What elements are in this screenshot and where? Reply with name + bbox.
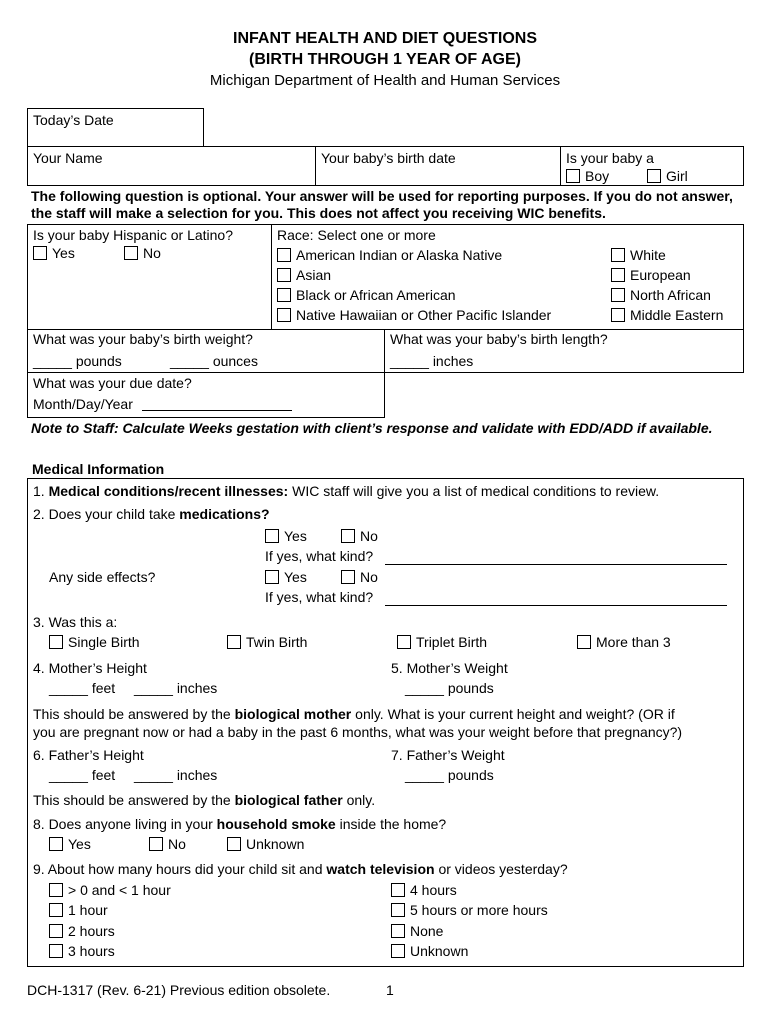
smoke-no-checkbox[interactable] — [149, 837, 163, 851]
staff-note: Note to Staff: Calculate Weeks gestation with client’s response and validate with EDD/ADD if available. — [31, 420, 713, 436]
race-option[interactable]: European — [611, 267, 691, 284]
q8-text: 8. Does anyone living in your household smoke inside the home? — [33, 816, 447, 832]
side-effects-label: Any side effects? — [49, 569, 156, 585]
due-date-question: What was your due date? — [33, 375, 192, 391]
medications-kind-input[interactable] — [385, 564, 727, 565]
side-effects-kind-input[interactable] — [385, 605, 727, 606]
birth-type-checkbox[interactable] — [49, 635, 63, 649]
baby-sex-group — [560, 146, 744, 186]
due-date-format: Month/Day/Year — [33, 396, 133, 412]
birth-weight-question: What was your baby’s birth weight? — [33, 331, 253, 347]
girl-checkbox[interactable] — [647, 169, 661, 183]
mother-height-inches[interactable]: _____ inches — [134, 680, 218, 696]
baby-birth-date-label: Your baby’s birth date — [321, 150, 456, 166]
race-checkbox[interactable] — [277, 268, 291, 282]
side-effects-no-checkbox[interactable] — [341, 570, 355, 584]
father-height-feet[interactable]: _____ feet — [49, 767, 116, 783]
birth-type-option[interactable]: Single Birth — [49, 634, 140, 651]
tv-hours-option[interactable]: 5 hours or more hours — [391, 902, 548, 919]
birth-type-checkbox[interactable] — [577, 635, 591, 649]
race-option[interactable]: Asian — [277, 267, 331, 284]
medications-yes-checkbox[interactable] — [265, 529, 279, 543]
mother-note-line1: This should be answered by the biological mother only. What is your current height and weight? (OR if — [33, 706, 675, 722]
q7-text: 7. Father’s Weight — [391, 747, 505, 763]
side-effects-no-option[interactable]: No — [341, 569, 378, 586]
smoke-no-option[interactable]: No — [149, 836, 186, 853]
smoke-unknown-checkbox[interactable] — [227, 837, 241, 851]
tv-hours-option[interactable]: Unknown — [391, 943, 468, 960]
todays-date-label: Today’s Date — [33, 112, 114, 128]
your-name-field[interactable] — [27, 146, 316, 186]
mother-note-line2: you are pregnant now or had a baby in the past 6 months, what was your weight before that pregnancy?) — [33, 724, 683, 740]
tv-hours-option[interactable]: 1 hour — [49, 902, 108, 919]
q2-text: 2. Does your child take medications? — [33, 506, 270, 522]
baby-birth-date-field[interactable] — [315, 146, 561, 186]
birth-weight-box — [27, 329, 385, 373]
side-effects-yes-option[interactable]: Yes — [265, 569, 307, 586]
race-checkbox[interactable] — [611, 288, 625, 302]
hispanic-no-checkbox[interactable] — [124, 246, 138, 260]
tv-hours-checkbox[interactable] — [49, 883, 63, 897]
todays-date-field[interactable] — [27, 108, 204, 147]
your-name-label: Your Name — [33, 150, 103, 166]
due-date-input-line[interactable] — [142, 410, 292, 411]
medications-no-checkbox[interactable] — [341, 529, 355, 543]
race-box — [271, 224, 744, 330]
birth-length-question: What was your baby’s birth length? — [390, 331, 608, 347]
race-label: Race: Select one or more — [277, 227, 436, 243]
birth-length-box — [384, 329, 744, 373]
race-option[interactable]: White — [611, 247, 666, 264]
birth-type-checkbox[interactable] — [397, 635, 411, 649]
smoke-yes-checkbox[interactable] — [49, 837, 63, 851]
hispanic-yes-checkbox[interactable] — [33, 246, 47, 260]
medications-kind-label: If yes, what kind? — [265, 548, 374, 564]
boy-option[interactable]: Boy — [566, 168, 609, 185]
race-checkbox[interactable] — [611, 248, 625, 262]
tv-hours-checkbox[interactable] — [391, 883, 405, 897]
birth-weight-ounces[interactable]: _____ ounces — [170, 353, 258, 369]
medical-info-box — [27, 478, 744, 967]
q5-text: 5. Mother’s Weight — [391, 660, 508, 676]
smoke-unknown-option[interactable]: Unknown — [227, 836, 304, 853]
girl-option[interactable]: Girl — [647, 168, 688, 185]
tv-hours-option[interactable]: > 0 and < 1 hour — [49, 882, 171, 899]
father-height-inches[interactable]: _____ inches — [134, 767, 218, 783]
hispanic-no-option[interactable]: No — [124, 245, 161, 262]
race-checkbox[interactable] — [277, 248, 291, 262]
boy-checkbox[interactable] — [566, 169, 580, 183]
race-checkbox[interactable] — [277, 308, 291, 322]
mother-height-feet[interactable]: _____ feet — [49, 680, 116, 696]
tv-hours-checkbox[interactable] — [391, 924, 405, 938]
hispanic-yes-option[interactable]: Yes — [33, 245, 75, 262]
father-weight-pounds[interactable]: _____ pounds — [405, 767, 494, 783]
father-note: This should be answered by the biological father only. — [33, 792, 376, 808]
race-checkbox[interactable] — [611, 308, 625, 322]
race-checkbox[interactable] — [277, 288, 291, 302]
race-checkbox[interactable] — [611, 268, 625, 282]
medications-no-option[interactable]: No — [341, 528, 378, 545]
side-effects-yes-checkbox[interactable] — [265, 570, 279, 584]
medications-yes-option[interactable]: Yes — [265, 528, 307, 545]
race-option[interactable]: North African — [611, 287, 711, 304]
form-number: DCH-1317 (Rev. 6-21) Previous edition obsolete. — [27, 982, 331, 998]
race-option[interactable]: Middle Eastern — [611, 307, 723, 324]
birth-type-option[interactable]: More than 3 — [577, 634, 671, 651]
tv-hours-checkbox[interactable] — [391, 903, 405, 917]
smoke-yes-option[interactable]: Yes — [49, 836, 91, 853]
form-subtitle: (BIRTH THROUGH 1 YEAR OF AGE) — [248, 51, 521, 68]
birth-type-option[interactable]: Triplet Birth — [397, 634, 487, 651]
tv-hours-option[interactable]: 2 hours — [49, 923, 115, 940]
page-number: 1 — [386, 982, 394, 998]
race-option[interactable]: Black or African American — [277, 287, 456, 304]
tv-hours-checkbox[interactable] — [49, 944, 63, 958]
tv-hours-option[interactable]: None — [391, 923, 443, 940]
race-option[interactable]: Native Hawaiian or Other Pacific Islander — [277, 307, 551, 324]
race-option[interactable]: American Indian or Alaska Native — [277, 247, 502, 264]
q4-text: 4. Mother’s Height — [33, 660, 147, 676]
form-title: INFANT HEALTH AND DIET QUESTIONS — [233, 30, 537, 47]
medical-heading: Medical Information — [32, 461, 165, 477]
ethnicity-question: Is your baby Hispanic or Latino? — [33, 227, 233, 243]
tv-hours-checkbox[interactable] — [49, 903, 63, 917]
q3-text: 3. Was this a: — [33, 614, 118, 630]
q9-text: 9. About how many hours did your child sit and watch television or videos yesterday? — [33, 861, 568, 877]
birth-weight-pounds[interactable]: _____ pounds — [33, 353, 122, 369]
birth-type-option[interactable]: Twin Birth — [227, 634, 307, 651]
tv-hours-checkbox[interactable] — [49, 924, 63, 938]
due-date-box — [27, 372, 385, 418]
tv-hours-checkbox[interactable] — [391, 944, 405, 958]
birth-length-inches[interactable]: _____ inches — [390, 353, 474, 369]
department-name: Michigan Department of Health and Human Services — [209, 72, 561, 89]
side-effects-kind-label: If yes, what kind? — [265, 589, 374, 605]
mother-weight-pounds[interactable]: _____ pounds — [405, 680, 494, 696]
birth-type-checkbox[interactable] — [227, 635, 241, 649]
optional-note: The following question is optional. Your answer will be used for reporting purposes. If you do not answer, the staff will make a selection for you. This does not affect you receiving WIC benefits. — [31, 188, 733, 221]
q1-text: 1. Medical conditions/recent illnesses: WIC staff will give you a list of medical conditions to review. — [33, 483, 660, 499]
baby-sex-label: Is your baby a — [566, 150, 654, 166]
tv-hours-option[interactable]: 3 hours — [49, 943, 115, 960]
q6-text: 6. Father’s Height — [33, 747, 144, 763]
tv-hours-option[interactable]: 4 hours — [391, 882, 457, 899]
ethnicity-box — [27, 224, 272, 330]
